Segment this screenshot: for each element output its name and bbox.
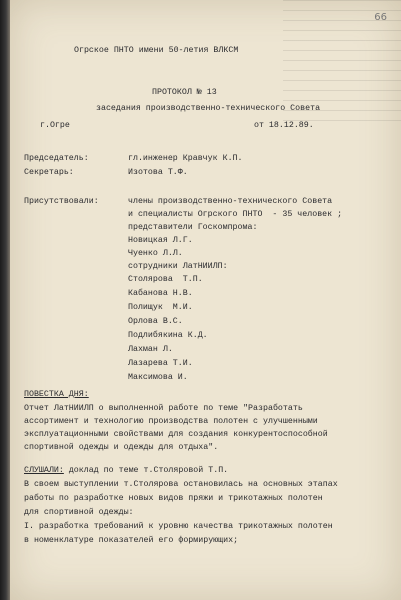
chairman-label: Председатель: (24, 154, 89, 163)
present-line: Максимова И. (128, 373, 188, 382)
page-number: 66 (374, 12, 387, 23)
present-line: Новицкая Л.Г. (128, 236, 193, 245)
agenda-line: эксплуатационными свойствами для создания конкурентоспособной (24, 430, 328, 439)
present-line: Полищук М.И. (128, 303, 193, 312)
protocol-title: ПРОТОКОЛ № 13 (152, 88, 217, 97)
place: г.Огре (40, 121, 70, 130)
document-page (10, 0, 401, 600)
school-header: Огрское ПНТО имени 50-летия ВЛКСМ (74, 46, 239, 55)
binding-edge (0, 0, 10, 600)
present-line: Орлова В.С. (128, 317, 183, 326)
present-line: Столярова Т.П. (128, 275, 203, 284)
present-line: представители Госкомпрома: (128, 223, 258, 232)
secretary-label: Секретарь: (24, 168, 74, 177)
date: от 18.12.89. (254, 121, 314, 130)
heard-label: СЛУШАЛИ: (24, 466, 64, 475)
chairman-value: гл.инженер Кравчук К.П. (128, 154, 243, 163)
agenda-line: ассортимент и технологию производства полотен с улучшенными (24, 417, 318, 426)
heard-first-line: доклад по теме т.Столяровой Т.П. (63, 466, 229, 475)
agenda-line: спортивной одежды и одежды для отдыха". (24, 443, 219, 452)
agenda-label: ПОВЕСТКА ДНЯ: (24, 390, 89, 399)
heard-line: В своем выступлении т.Столярова остановилась на основных этапах (24, 480, 338, 489)
present-line: Чуенко Л.Л. (128, 249, 183, 258)
present-line: и специалисты Огрского ПНТО - 35 человек ; (128, 210, 343, 219)
agenda-line: Отчет ЛатНИИЛП о выполненной работе по теме "Разработать (24, 404, 303, 413)
present-line: Кабанова Н.В. (128, 289, 193, 298)
heard-row (24, 466, 228, 476)
secretary-value: Изотова Т.Ф. (128, 168, 188, 177)
present-line: сотрудники ЛатНИИЛП: (128, 262, 228, 271)
present-label: Присутствовали: (24, 197, 99, 206)
present-line: Подлибякина К.Д. (128, 331, 208, 340)
heard-line: в номенклатуре показателей его формирующих; (24, 536, 239, 545)
heard-line: I. разработка требований к уровню качества трикотажных полотен (24, 522, 333, 531)
present-line: члены производственно-технического Совета (128, 197, 333, 206)
present-line: Лахман Л. (128, 345, 173, 354)
present-line: Лазарева Т.И. (128, 359, 193, 368)
heard-line: для спортивной одежды: (24, 508, 134, 517)
protocol-subtitle: заседания производственно-технического Совета (96, 104, 321, 113)
heard-line: работы по разработке новых видов пряжи и трикотажных полотен (24, 494, 323, 503)
